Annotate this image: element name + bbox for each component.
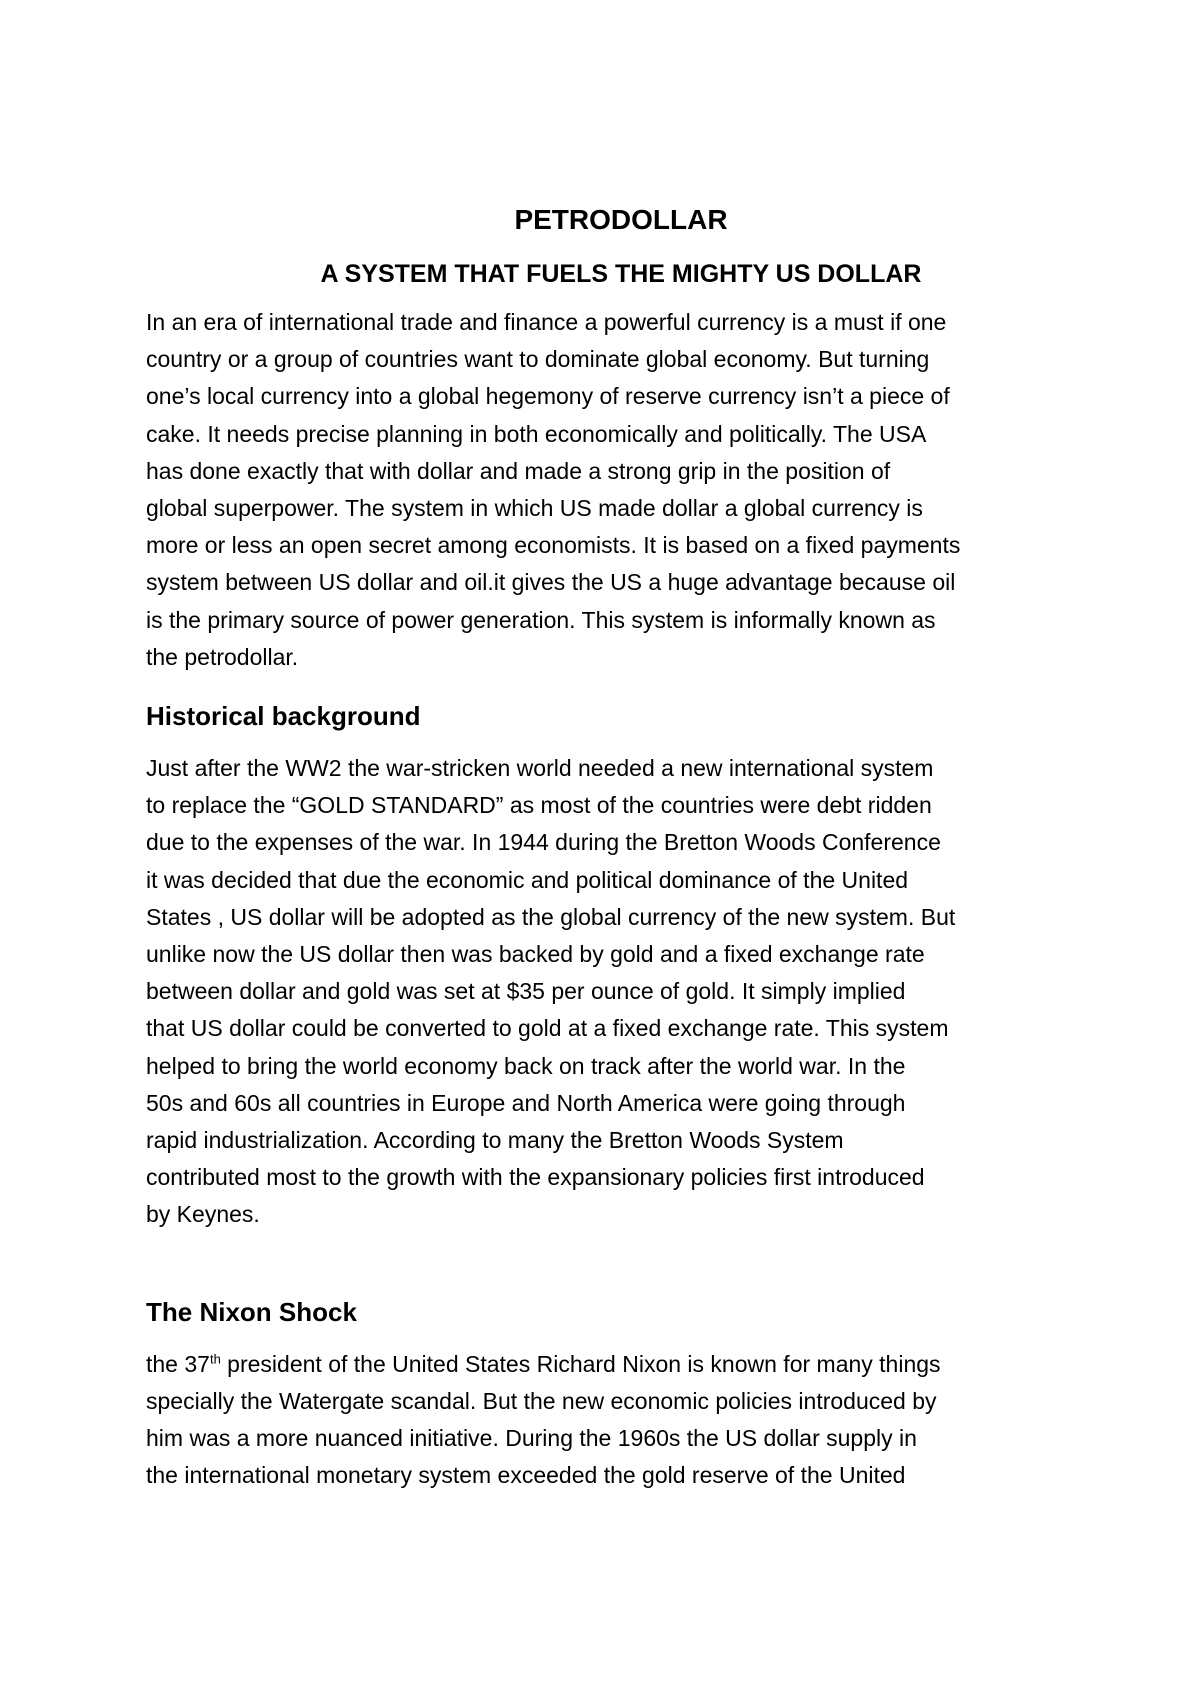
ordinal-suffix: th: [209, 1351, 221, 1367]
document-title: PETRODOLLAR: [514, 204, 728, 235]
section-paragraph-historical-background: Just after the WW2 the war-stricken world needed a new international system to replace the “GOLD STANDARD” as most of the countries were debt ridden due to the expenses of the war. In 1944 during the Bretton Woods Conference it was decided that due the economic and political dominance of the United States , US dollar will be adopted as the global currency of the new system. But unlike now the US dollar then was backed by gold and a fixed exchange rate between dollar and gold was set at $35 per ounce of gold. It simply implied that US dollar could be converted to gold at a fixed exchange rate. This system helped to bring the world economy back on track after the world war. In the 50s and 60s all countries in Europe and North America were going through rapid industrialization. According to many the Bretton Woods System contributed most to the growth with the expansionary policies first introduced by Keynes.: [146, 755, 956, 1228]
document-body: [146, 196, 1066, 1494]
section-paragraph-nixon-shock: [146, 1346, 1066, 1495]
nixon-paragraph-start: the 37: [146, 1350, 210, 1377]
section-heading-nixon-shock: The Nixon Shock: [146, 1296, 357, 1327]
document-subtitle: A SYSTEM THAT FUELS THE MIGHTY US DOLLAR: [320, 260, 922, 288]
section-heading-historical-background: Historical background: [146, 701, 421, 732]
nixon-paragraph-rest: president of the United States Richard Nixon is known for many things specially the Watergate scandal. But the new economic policies introduced by him was a more nuanced initiative. During the 1960s the US dollar supply in the international monetary system exceeded the gold reserve of the United: [146, 1350, 941, 1489]
intro-paragraph: In an era of international trade and finance a powerful currency is a must if one country or a group of countries want to dominate global economy. But turning one’s local currency into a global hegemony of reserve currency isn’t a piece of cake. It needs precise planning in both economically and politically. The USA has done exactly that with dollar and made a strong grip in the position of global superpower. The system in which US made dollar a global currency is more or less an open secret among economists. It is based on a fixed payments system between US dollar and oil.it gives the US a huge advantage because oil is the primary source of power generation. This system is informally known as the petrodollar.: [146, 309, 961, 670]
